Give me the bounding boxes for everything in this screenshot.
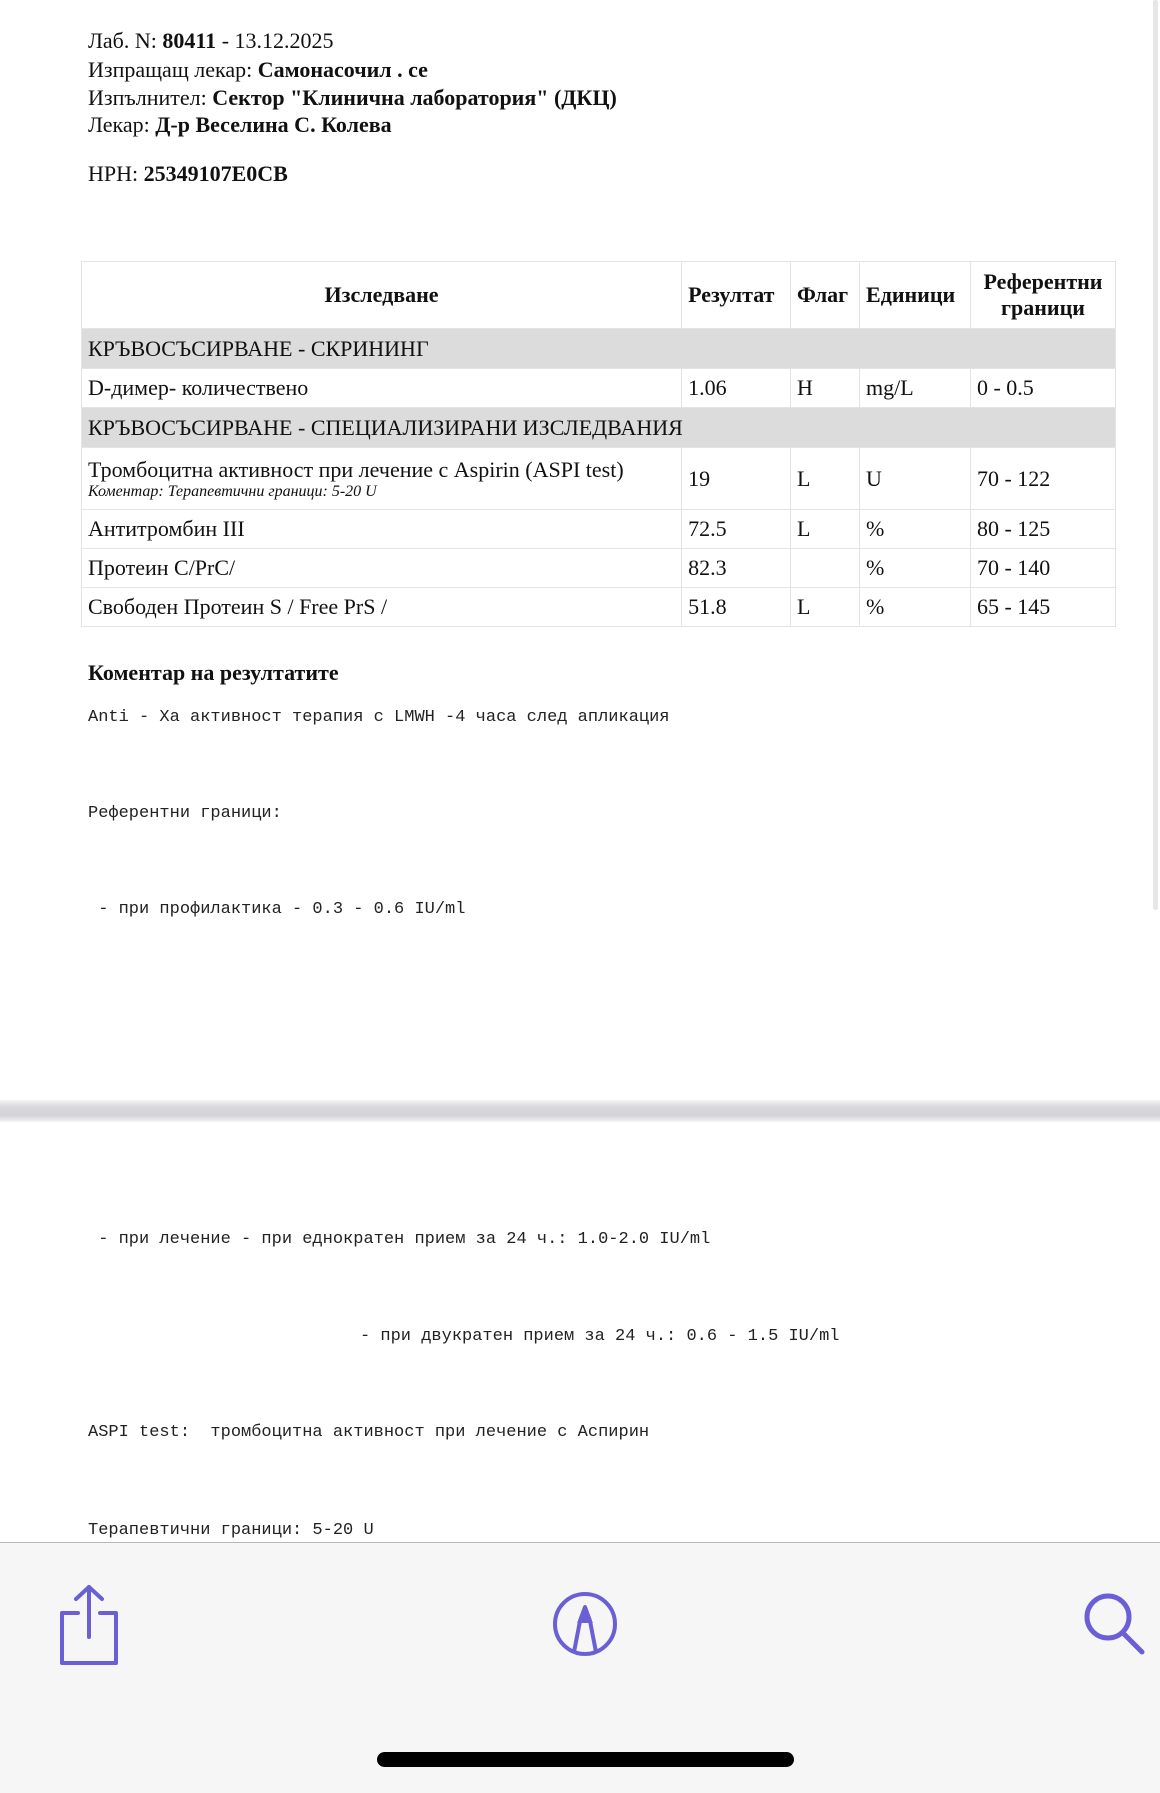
lab-label: Лаб. N: <box>88 28 163 53</box>
page-break <box>0 1100 1160 1122</box>
home-indicator[interactable] <box>377 1752 794 1767</box>
table-row <box>82 549 1116 588</box>
table-row <box>82 588 1116 627</box>
col-unit: Единици <box>860 262 971 329</box>
col-test: Изследване <box>82 262 682 329</box>
section-row <box>82 329 1116 369</box>
doctor: Д-р Веселина С. Колева <box>155 112 392 137</box>
reference: 70 - 140 <box>970 549 1115 588</box>
test-name: Свободен Протеин S / Free PrS / <box>82 588 682 627</box>
results-table <box>81 261 1116 627</box>
reference: 70 - 122 <box>970 448 1115 510</box>
comment-line: - при профилактика - 0.3 - 0.6 IU/ml <box>88 900 466 919</box>
col-result: Резултат <box>682 262 791 329</box>
section-title: КРЪВОСЪСИРВАНЕ - СПЕЦИАЛИЗИРАНИ ИЗСЛЕДВАНИЯ <box>82 408 1116 448</box>
comment-line: - при двукратен прием за 24 ч.: 0.6 - 1.5 IU/ml <box>360 1327 840 1346</box>
table-row <box>82 448 1116 510</box>
comment-line: Референтни граници: <box>88 804 282 823</box>
flag: L <box>791 510 860 549</box>
performer: Сектор "Клинична лаборатория" (ДКЦ) <box>212 85 617 110</box>
section-title: КРЪВОСЪСИРВАНЕ - СКРИНИНГ <box>82 329 1116 369</box>
lab-number-line <box>88 28 334 54</box>
table-row <box>82 369 1116 408</box>
result: 51.8 <box>682 588 791 627</box>
comment-line: Anti - Xa активност терапия с LMWH -4 часа след апликация <box>88 708 670 727</box>
result: 1.06 <box>682 369 791 408</box>
comments-heading: Коментар на резултатите <box>88 660 339 685</box>
nrn: 25349107E0CB <box>143 161 288 186</box>
flag: L <box>791 448 860 510</box>
performer-label: Изпълнител: <box>88 85 213 110</box>
lab-date: - 13.12.2025 <box>216 28 334 53</box>
table-header <box>82 262 1116 329</box>
test-name: Протеин C/PrC/ <box>82 549 682 588</box>
reference: 65 - 145 <box>970 588 1115 627</box>
test-cell <box>82 448 682 510</box>
section-row <box>82 408 1116 448</box>
col-flag: Флаг <box>791 262 860 329</box>
unit: % <box>860 588 971 627</box>
referrer-label: Изпращащ лекар: <box>88 57 258 82</box>
referrer: Самонасочил . се <box>257 57 428 82</box>
result: 82.3 <box>682 549 791 588</box>
flag <box>791 549 860 588</box>
scrollbar[interactable] <box>1153 0 1158 910</box>
lab-number: 80411 <box>162 28 217 53</box>
test-comment: Коментар: Терапевтични граници: 5-20 U <box>88 483 377 500</box>
comment-line: ASPI test: тромбоцитна активност при лечение с Аспирин <box>88 1423 650 1442</box>
performer-line <box>88 85 617 111</box>
nrn-label: НРН: <box>88 161 144 186</box>
comment-line: - при лечение - при еднократен прием за 24 ч.: 1.0-2.0 IU/ml <box>88 1230 711 1249</box>
unit: mg/L <box>860 369 971 408</box>
unit: % <box>860 510 971 549</box>
share-icon[interactable] <box>56 1583 122 1672</box>
col-ref: Референтни граници <box>970 262 1115 329</box>
markup-icon[interactable] <box>552 1591 618 1662</box>
doctor-line <box>88 112 392 138</box>
table-row <box>82 510 1116 549</box>
search-icon[interactable] <box>1082 1591 1148 1662</box>
nrn-line <box>88 161 288 187</box>
referrer-line <box>88 57 428 83</box>
flag: L <box>791 588 860 627</box>
doctor-label: Лекар: <box>88 112 156 137</box>
result: 72.5 <box>682 510 791 549</box>
comment-line: Терапевтични граници: 5-20 U <box>88 1521 374 1540</box>
unit: % <box>860 549 971 588</box>
reference: 80 - 125 <box>970 510 1115 549</box>
test-name: Тромбоцитна активност при лечение с Aspirin (ASPI test) <box>88 457 624 482</box>
reference: 0 - 0.5 <box>970 369 1115 408</box>
unit: U <box>860 448 971 510</box>
test-name: Антитромбин III <box>82 510 682 549</box>
test-name: D-димер- количествено <box>82 369 682 408</box>
result: 19 <box>682 448 791 510</box>
flag: H <box>791 369 860 408</box>
